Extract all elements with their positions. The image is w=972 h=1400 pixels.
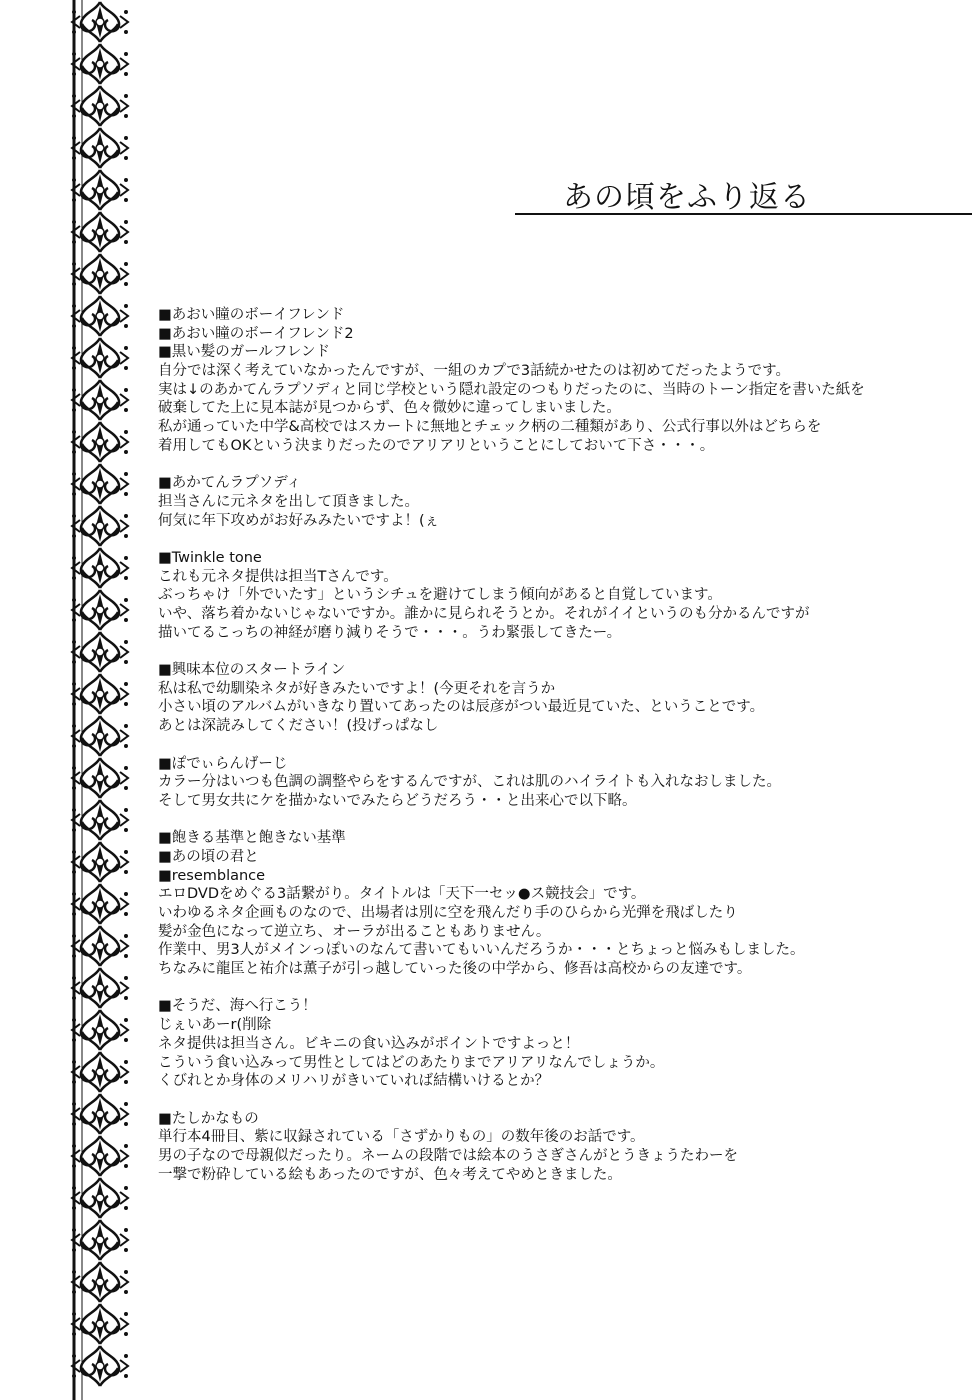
ornament-icon [72,296,128,336]
section-line: 作業中、男3人がメインっぽいのなんて書いてもいいんだろうか・・・とちょっと悩みもしました。 [158,942,805,959]
section-line: いや、落ち着かないじゃないですか。誰かに見られそうとか。それがイイというのも分かるんですが [158,606,810,622]
ornament-icon [72,86,128,126]
ornament-icon [72,44,128,84]
ornament-icon [72,590,128,630]
section-line: 小さい頃のアルバムがいきなり置いてあったのは辰彦がつい最近見ていた、ということです。 [158,699,765,716]
ornament-icon [72,1346,128,1386]
afterword-body [158,306,958,1203]
ornament-icon [72,380,128,420]
section-line: ■あおい瞳のボーイフレンド [158,307,345,323]
ornament-icon [72,842,128,882]
section-line: 描いてるこっちの神経が磨り減りそうで・・・。うわ緊張してきたー。 [158,624,622,641]
section-akaten [158,474,958,530]
ornament-icon [72,716,128,756]
title-underline [515,213,972,215]
section-tashikanamono [158,1110,958,1185]
section-line: 着用してもOKという決まりだったのでアリアリということにしておいて下さ・・・。 [158,437,715,454]
ornament-icon [72,1304,128,1344]
section-line: ■Twinkle tone [158,549,262,566]
ornamental-border [60,0,140,1400]
ornament-icon [72,506,128,546]
section-line: 単行本4冊目、紫に収録されている「さずかりもの」の数年後のお話です。 [158,1129,645,1146]
section-line: 担当さんに元ネタを出して頂きました。 [158,493,419,510]
ornament-icon [72,1010,128,1050]
section-resemblance [158,829,958,979]
ornament-icon [72,1178,128,1218]
section-line: こういう食い込みって男性としてはどのあたりまでアリアリなんでしょうか。 [158,1054,665,1071]
title-block [515,172,972,217]
section-line: ■黒い髪のガールフレンド [158,344,330,361]
section-line: そして男女共にケを描かないでみたらどうだろう・・と出来心で以下略。 [158,792,637,809]
section-line: 破棄してた上に見本誌が見つからず、色々微妙に違ってしまいました。 [158,400,621,417]
ornament-icon [72,758,128,798]
ornament-icon [72,170,128,210]
ornament-icon [72,674,128,714]
section-line: 髪が金色になって逆立ち、オーラが出ることもありません。 [158,923,551,940]
ornament-icon [72,884,128,924]
ornament-icon [72,1262,128,1302]
section-line: 一撃で粉砕している絵もあったのですが、色々考えてやめときました。 [158,1166,622,1183]
section-line: 自分では深く考えていなかったんですが、一組のカプで3話続かせたのは初めてだったようです。 [158,363,790,380]
section-twinkle-tone [158,549,958,642]
section-line: ■あかてんラプソディ [158,475,302,492]
section-line: ちなみに龍匡と祐介は薫子が引っ越していった後の中学から、修吾は高校からの友達です。 [158,961,752,978]
section-line: エロDVDをめぐる3話繋がり。タイトルは「天下一セッ●ス競技会」です。 [158,886,646,903]
section-line: 私が通っていた中学&高校ではスカートに無地とチェック柄の二種類があり、公式行事以外はどちらを [158,419,822,436]
ornament-icon [72,254,128,294]
ornament-icon [72,800,128,840]
section-line: ■そうだ、海へ行こう！ [158,998,317,1015]
section-line: いわゆるネタ企画ものなので、出場者は別に空を飛んだり手のひらから光弾を飛ばしたり [158,905,738,921]
ornament-icon [72,212,128,252]
section-line: ■resemblance [158,867,266,884]
ornament-icon [72,548,128,588]
section-boyfriend [158,306,958,456]
ornament-icon [72,128,128,168]
section-line: じぇいあーr(削除 [158,1017,272,1034]
section-line: ■ぽでぃらんげーじ [158,755,288,772]
ornament-icon [72,1220,128,1260]
ornament-icon [72,2,128,42]
section-line: 何気に年下攻めがお好みみたいですよ！(ぇ [158,512,440,529]
section-line: これも元ネタ提供は担当Tさんです。 [158,568,398,585]
ornament-icon [72,632,128,672]
section-line: ■興味本位のスタートライン [158,662,346,679]
ornament-icon [72,968,128,1008]
section-line: カラー分はいつも色調の調整やらをするんですが、これは肌のハイライトも入れなおしました。 [158,774,782,791]
page-title: あの頃をふり返る [563,180,811,215]
section-line: ネタ提供は担当さん。ビキニの食い込みがポイントですよっと！ [158,1035,580,1052]
section-line: ■あの頃の君と [158,848,259,865]
section-sea [158,997,958,1090]
ornament-icon [72,926,128,966]
section-line: くびれとか身体のメリハリがきいていれば結構いけるとか？ [158,1073,550,1090]
ornament-icon [72,338,128,378]
section-line: ■あおい瞳のボーイフレンド2 [158,325,354,342]
ornament-icon [72,464,128,504]
section-line: 実は↓のあかてんラプソディと同じ学校という隠れ設定のつもりだったのに、当時のトーン指定を書いた紙を [158,381,865,398]
ornament-icon [72,1094,128,1134]
section-line: ■飽きる基準と飽きない基準 [158,830,346,847]
section-line: ■たしかなもの [158,1110,259,1127]
section-line: 私は私で幼馴染ネタが好きみたいですよ！(今更それを言うか [158,680,556,697]
section-body-language [158,755,958,811]
section-line: 男の子なので母親似だったり。ネームの段階では絵本のうさぎさんがとうきょうたわーを [158,1147,738,1164]
ornament-icon [72,1052,128,1092]
section-line: ぶっちゃけ「外でいたす」というシチュを避けてしまう傾向があると自覚しています。 [158,587,722,604]
ornament-icon [72,422,128,462]
section-line: あとは深読みしてください！(投げっぱなし [158,718,439,735]
ornament-icon [72,1136,128,1176]
section-startline [158,661,958,736]
